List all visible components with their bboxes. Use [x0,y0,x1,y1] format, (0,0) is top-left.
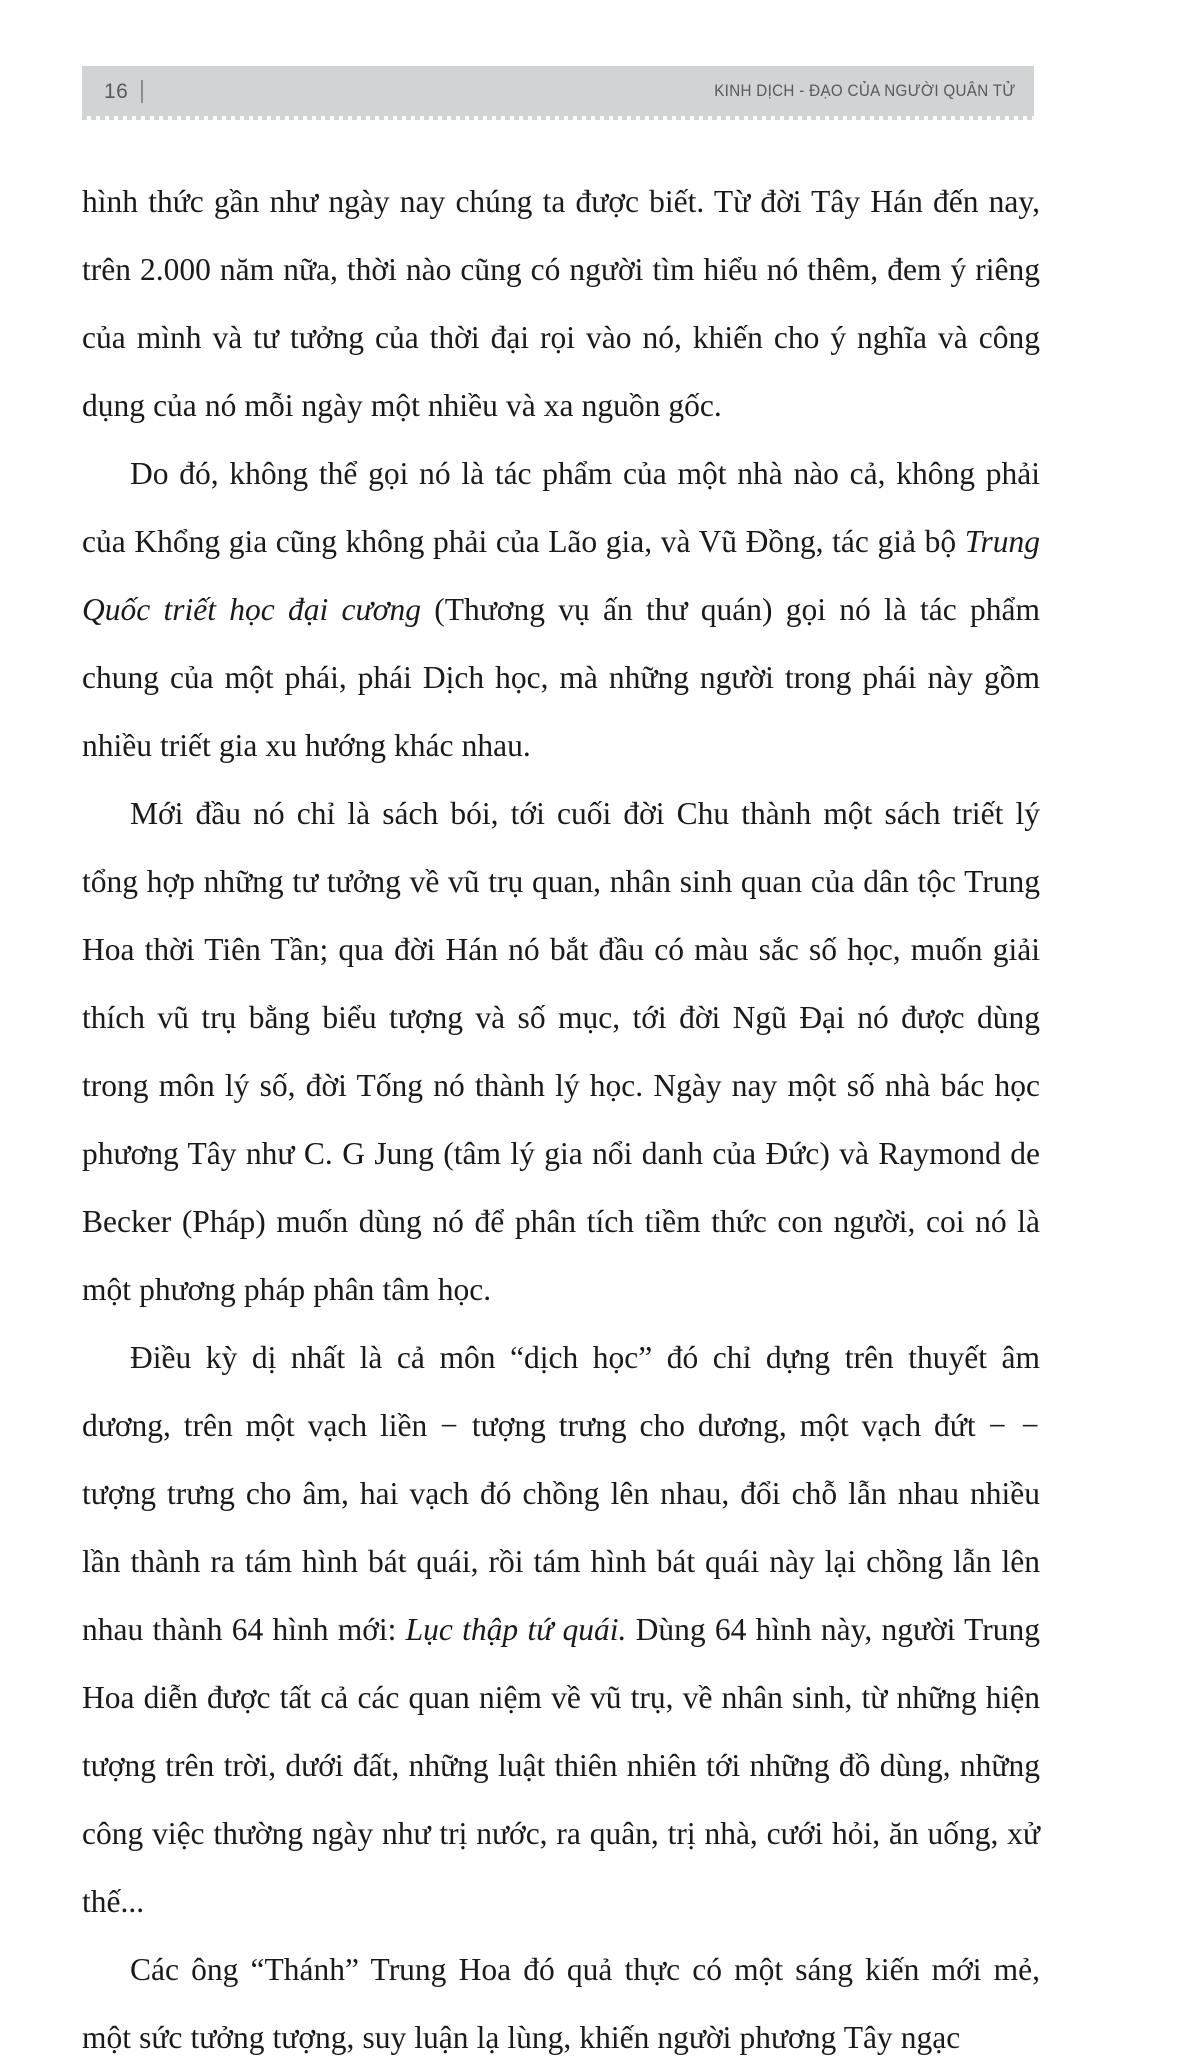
paragraph-1 [82,168,1040,440]
paragraph-2 [82,440,1040,780]
paragraph-5-text: Các ông “Thánh” Trung Hoa đó quả thực có một sáng kiến mới mẻ, một sức tưởng tượng, suy luận lạ lùng, khiến người phương Tây ngạc [82,1952,1040,2055]
paragraph-2-text-part-1: Do đó, không thể gọi nó là tác phẩm của một nhà nào cả, không phải của Khổng gia cũng không phải của Lão gia, và Vũ Đồng, tác giả bộ [82,456,1040,559]
book-title-luc-thap-tu-quai: Lục thập tứ quái. [405,1612,627,1647]
page-number: 16 [104,79,129,103]
paragraph-1-text: hình thức gần như ngày nay chúng ta được biết. Từ đời Tây Hán đến nay, trên 2.000 năm nữa, thời nào cũng có người tìm hiểu nó thêm, đem ý riêng của mình và tư tưởng của thời đại rọi vào nó, khiến cho ý nghĩa và công dụng của nó mỗi ngày một nhiều và xa nguồn gốc. [82,184,1040,423]
book-title-trung-quoc-triet-hoc-dai-cuong: Trung Quốc triết học đại cương [82,524,1040,627]
paragraph-4-text-part-3: tượng trưng cho âm, hai vạch đó chồng lên nhau, đổi chỗ lẫn nhau nhiều lần thành ra tám hình bát quái, rồi tám hình bát quái này lại chồng lẫn lên nhau thành 64 hình mới: [82,1476,1040,1647]
running-head-title: KINH DỊCH - ĐẠO CỦA NGƯỜI QUÂN TỬ [714,81,1016,100]
yang-line-symbol: − [440,1408,459,1443]
folio-divider-rule [141,80,143,103]
paragraph-2-text-part-2: (Thương vụ ấn thư quán) gọi nó là tác phẩm chung của một phái, phái Dịch học, mà những người trong phái này gồm nhiều triết gia xu hướng khác nhau. [82,592,1041,763]
yin-line-symbol: − − [988,1408,1041,1443]
paragraph-3 [82,780,1040,1324]
paragraph-5 [82,1936,1040,2072]
paragraph-4-text-part-4: Dùng 64 hình này, người Trung Hoa diễn được tất cả các quan niệm về vũ trụ, về nhân sinh, từ những hiện tượng trên trời, dưới đất, những luật thiên nhiên tới những đồ dùng, những công việc thường ngày như trị nước, ra quân, trị nhà, cưới hỏi, ăn uống, xử thế... [82,1612,1040,1919]
body-text-column [82,168,1040,2072]
paragraph-4-text-part-2: tượng trưng cho dương, một vạch đứt [458,1408,989,1443]
paragraph-4-text-part-1: Điều kỳ dị nhất là cả môn “dịch học” đó chỉ dựng trên thuyết âm dương, trên một vạch liền [82,1340,1040,1443]
paragraph-3-text: Mới đầu nó chỉ là sách bói, tới cuối đời Chu thành một sách triết lý tổng hợp những tư tưởng về vũ trụ quan, nhân sinh quan của dân tộc Trung Hoa thời Tiên Tần; qua đời Hán nó bắt đầu có màu sắc số học, muốn giải thích vũ trụ bằng biểu tượng và số mục, tới đời Ngũ Đại nó được dùng trong môn lý số, đời Tống nó thành lý học. Ngày nay một số nhà bác học phương Tây như C. G Jung (tâm lý gia nổi danh của Đức) và Raymond de Becker (Pháp) muốn dùng nó để phân tích tiềm thức con người, coi nó là một phương pháp phân tâm học. [82,796,1040,1307]
running-header-band [82,66,1034,116]
folio-group [104,80,143,103]
paragraph-4 [82,1324,1040,1936]
